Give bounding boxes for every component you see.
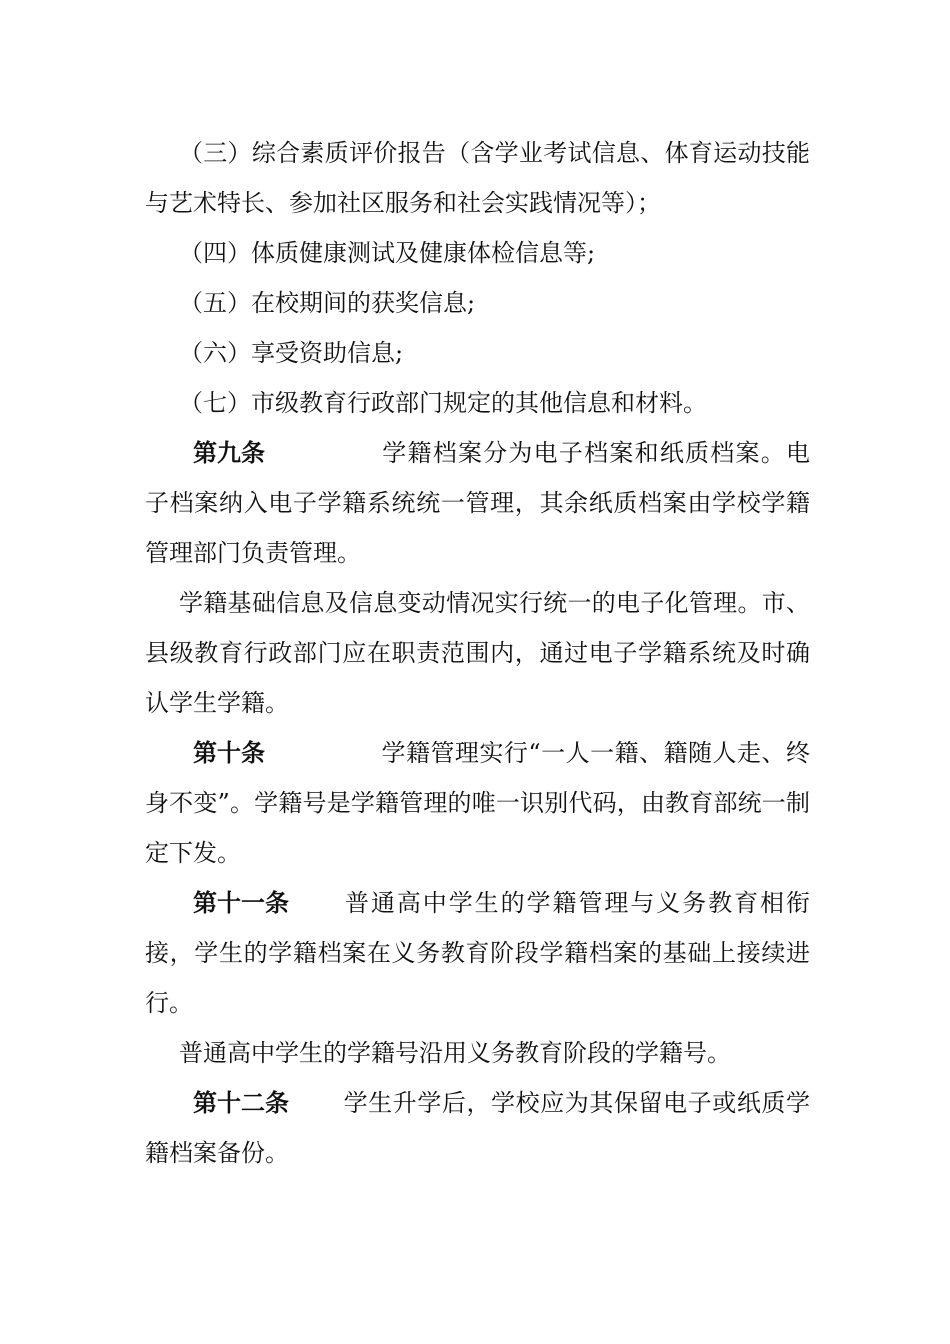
list-item-5 bbox=[145, 278, 810, 328]
list-item-7 bbox=[145, 378, 810, 428]
article-text: 普通高中学生的学籍管理与义务教育相衔接，学生的学籍档案在义务教育阶段学籍档案的基础上接续进行。 bbox=[145, 889, 810, 1017]
paragraph-text: 普通高中学生的学籍号沿用义务教育阶段的学籍号。 bbox=[179, 1039, 731, 1067]
article-text: 学籍档案分为电子档案和纸质档案。电子档案纳入电子学籍系统统一管理，其余纸质档案由学校学籍管理部门负责管理。 bbox=[145, 439, 810, 567]
article-text: 学生升学后，学校应为其保留电子或纸质学籍档案备份。 bbox=[145, 1089, 810, 1167]
paragraph-text: （七）市级教育行政部门规定的其他信息和材料。 bbox=[179, 389, 707, 417]
article-number: 第十二条 bbox=[193, 1088, 289, 1117]
article-10 bbox=[145, 728, 810, 878]
paragraph-text: （六）享受资助信息; bbox=[179, 339, 404, 367]
list-item-4 bbox=[145, 228, 810, 278]
paragraph-text: 学籍基础信息及信息变动情况实行统一的电子化管理。市、县级教育行政部门应在职责范围内，通过电子学籍系统及时确认学生学籍。 bbox=[145, 589, 810, 717]
paragraph bbox=[145, 578, 810, 728]
article-9 bbox=[145, 428, 810, 578]
article-number: 第九条 bbox=[193, 438, 265, 467]
document-body bbox=[145, 128, 810, 1178]
article-number: 第十条 bbox=[193, 738, 265, 767]
list-item-3 bbox=[145, 128, 810, 228]
paragraph-text: （三）综合素质评价报告（含学业考试信息、体育运动技能与艺术特长、参加社区服务和社会实践情况等）； bbox=[145, 139, 810, 217]
article-11 bbox=[145, 878, 810, 1028]
list-item-6 bbox=[145, 328, 810, 378]
paragraph-text: （四）体质健康测试及健康体检信息等; bbox=[179, 239, 596, 267]
paragraph bbox=[145, 1028, 810, 1078]
article-text: 学籍管理实行“一人一籍、籍随人走、终身不变”。学籍号是学籍管理的唯一识别代码，由教育部统一制定下发。 bbox=[145, 739, 810, 867]
article-number: 第十一条 bbox=[193, 888, 289, 917]
article-12 bbox=[145, 1078, 810, 1178]
paragraph-text: （五）在校期间的获奖信息; bbox=[179, 289, 476, 317]
